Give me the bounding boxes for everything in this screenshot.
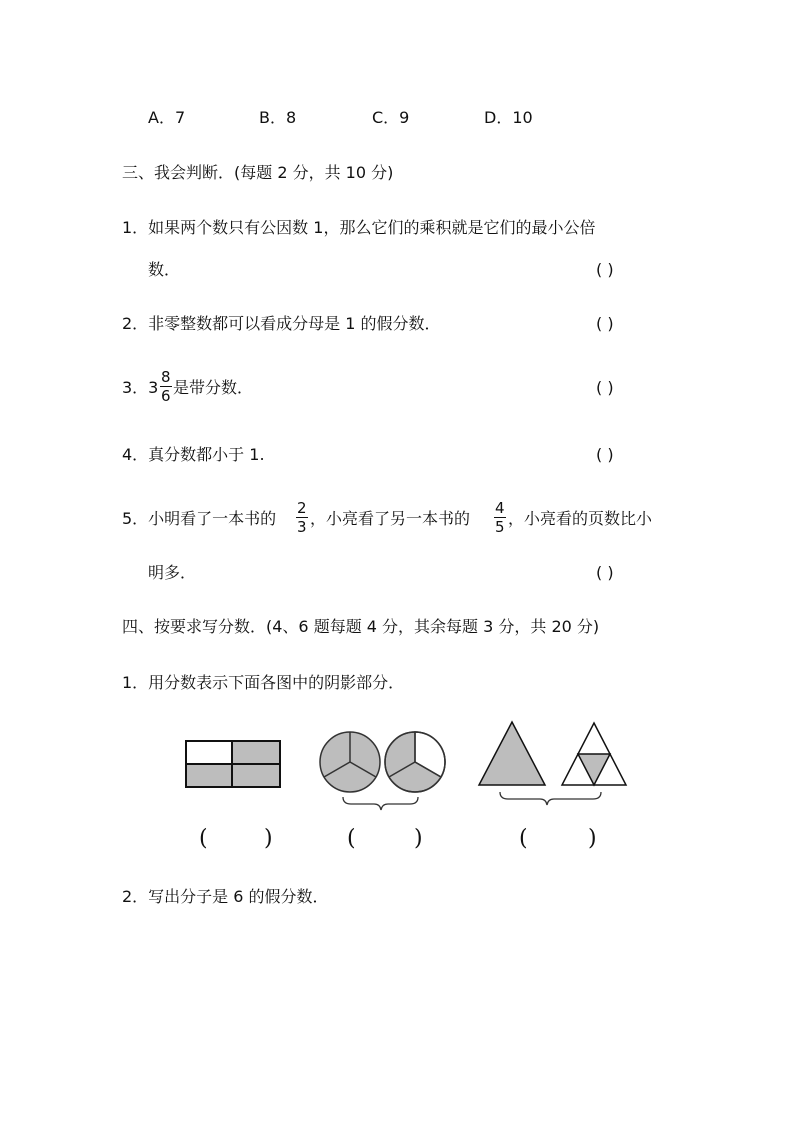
brace-circles — [343, 797, 418, 810]
fraction-numerator: 2 — [297, 499, 307, 517]
s3-q3-fraction — [160, 368, 172, 405]
circle-1-body — [320, 732, 380, 792]
fig3-blank-close: ) — [588, 826, 597, 851]
circle-figure-1 — [320, 732, 380, 792]
fig2-blank-open: ( — [347, 826, 356, 851]
choice-c: C．9 — [372, 108, 410, 127]
choice-d: D．10 — [484, 108, 533, 127]
circle-2-unshaded-sector — [415, 732, 445, 777]
s3-q5-fraction-1 — [296, 499, 308, 536]
s3-q4: 4．真分数都小于 1. — [122, 445, 265, 464]
fig2-blank-close: ) — [414, 826, 423, 851]
fraction-denominator: 6 — [161, 387, 171, 405]
circle-figure-2 — [385, 732, 445, 792]
s3-q5-part-b: ，小亮看了另一本书的 — [310, 509, 471, 528]
fig1-blank-open: ( — [199, 826, 208, 851]
choice-a: A．7 — [148, 108, 186, 127]
s3-q1-answer-blank[interactable]: ( ) — [596, 260, 614, 279]
s3-q3-prefix: 3．3 — [122, 378, 159, 397]
s3-q2-answer-blank[interactable]: ( ) — [596, 314, 614, 333]
triangle-2-shaded-middle — [578, 754, 610, 785]
s3-q5-part-c: ，小亮看的页数比小 — [508, 509, 653, 528]
s3-q3-answer-blank[interactable]: ( ) — [596, 378, 614, 397]
s3-q5-line2: 明多． — [148, 563, 197, 582]
s3-q3-suffix: 是带分数． — [173, 378, 254, 397]
s3-q5-answer-blank[interactable]: ( ) — [596, 563, 614, 582]
section4-title: 四、按要求写分数．(4、6 题每题 4 分，其余每题 3 分，共 20 分) — [122, 617, 600, 636]
s3-q1-line1: 1．如果两个数只有公因数 1，那么它们的乘积就是它们的最小公倍 — [122, 218, 596, 237]
circle-2-body — [385, 732, 445, 792]
fraction-denominator: 5 — [495, 518, 505, 536]
s4-q2: 2．写出分子是 6 的假分数． — [122, 887, 329, 906]
rect-bottom-right-cell — [232, 764, 280, 787]
choice-b: B．8 — [259, 108, 297, 127]
fraction-denominator: 3 — [297, 518, 307, 536]
fig3-blank-open: ( — [519, 826, 528, 851]
fig1-blank-close: ) — [264, 826, 273, 851]
fraction-numerator: 4 — [495, 499, 505, 517]
s3-q5-part-a: 5．小明看了一本书的 — [122, 509, 277, 528]
fraction-numerator: 8 — [161, 368, 171, 386]
brace-triangles — [500, 792, 601, 805]
s3-q2: 2．非零整数都可以看成分母是 1 的假分数． — [122, 314, 441, 333]
triangle-figure-2 — [562, 723, 626, 785]
s3-q4-answer-blank[interactable]: ( ) — [596, 445, 614, 464]
rectangle-figure — [186, 741, 280, 787]
triangle-figure-1 — [479, 722, 545, 785]
s3-q1-line2: 数． — [148, 260, 181, 279]
s4-q1: 1．用分数表示下面各图中的阴影部分． — [122, 673, 405, 692]
section3-title: 三、我会判断．(每题 2 分，共 10 分) — [122, 163, 394, 182]
s3-q5-fraction-2 — [494, 499, 506, 536]
rect-bottom-left-cell — [186, 764, 232, 787]
rect-top-right-cell — [232, 741, 280, 764]
rect-top-left-cell — [186, 741, 232, 764]
